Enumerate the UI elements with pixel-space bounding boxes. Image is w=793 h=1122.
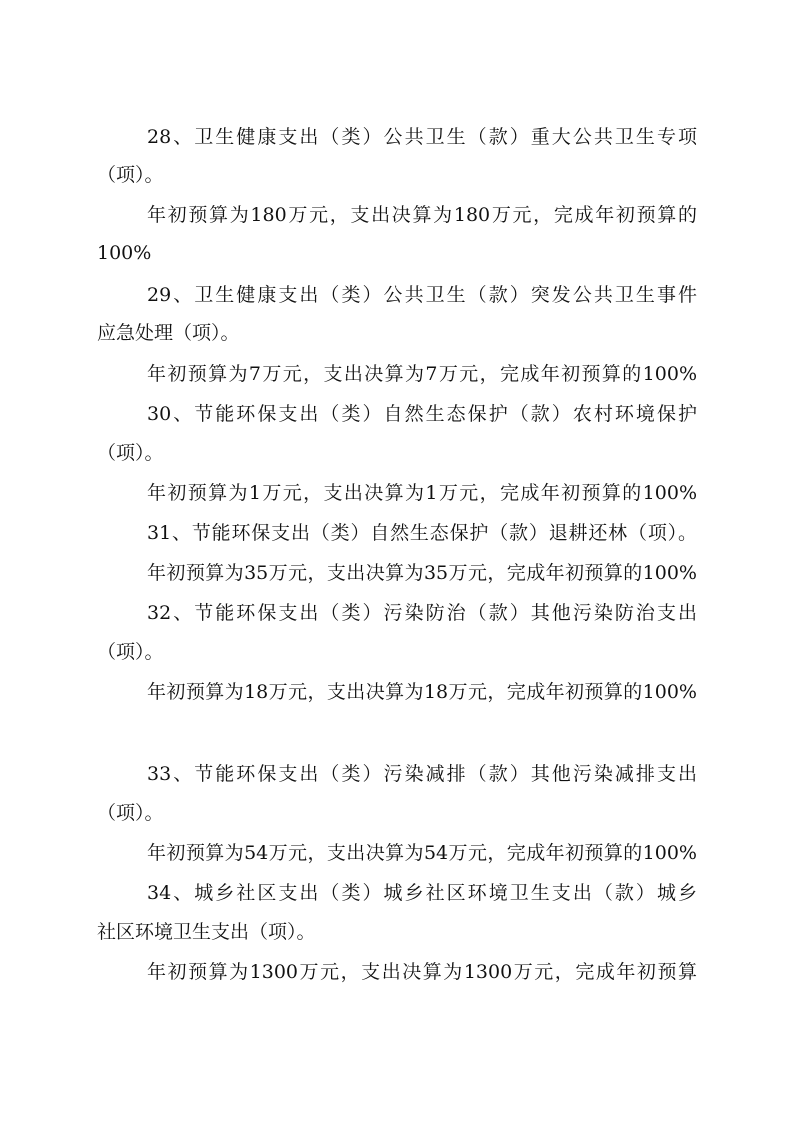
item-34-budget: 年初预算为1300万元，支出决算为1300万元，完成年初预算	[147, 961, 697, 983]
item-33-heading: 33、节能环保支出（类）污染减排（款）其他污染减排支出	[147, 763, 697, 785]
item-30-heading: 30、节能环保支出（类）自然生态保护（款）农村环境保护	[147, 403, 697, 425]
item-34-heading: 34、城乡社区支出（类）城乡社区环境卫生支出（款）城乡	[147, 882, 697, 904]
item-30-budget: 年初预算为1万元，支出决算为1万元，完成年初预算的100%	[147, 482, 697, 504]
item-32-heading: 32、节能环保支出（类）污染防治（款）其他污染防治支出	[147, 602, 697, 624]
item-32-heading-cont: （项）。	[97, 641, 164, 663]
item-28-budget: 年初预算为180万元，支出决算为180万元，完成年初预算的	[147, 204, 697, 226]
item-29-budget: 年初预算为7万元，支出决算为7万元，完成年初预算的100%	[147, 363, 697, 385]
item-32-budget: 年初预算为18万元，支出决算为18万元，完成年初预算的100%	[147, 681, 697, 703]
item-31-budget: 年初预算为35万元，支出决算为35万元，完成年初预算的100%	[147, 562, 697, 584]
item-33-heading-cont: （项）。	[97, 802, 164, 824]
item-34-heading-cont: 社区环境卫生支出（项）。	[97, 921, 316, 943]
item-31-heading: 31、节能环保支出（类）自然生态保护（款）退耕还林（项）。	[147, 522, 697, 544]
item-33-budget: 年初预算为54万元，支出决算为54万元，完成年初预算的100%	[147, 842, 697, 864]
item-29-heading: 29、卫生健康支出（类）公共卫生（款）突发公共卫生事件	[147, 284, 697, 306]
item-30-heading-cont: （项）。	[97, 442, 164, 464]
item-28-budget-cont: 100%	[97, 242, 152, 264]
item-28-heading: 28、卫生健康支出（类）公共卫生（款）重大公共卫生专项	[147, 126, 697, 148]
item-28-heading-cont: （项）。	[97, 164, 164, 186]
item-29-heading-cont: 应急处理（项）。	[97, 322, 240, 344]
